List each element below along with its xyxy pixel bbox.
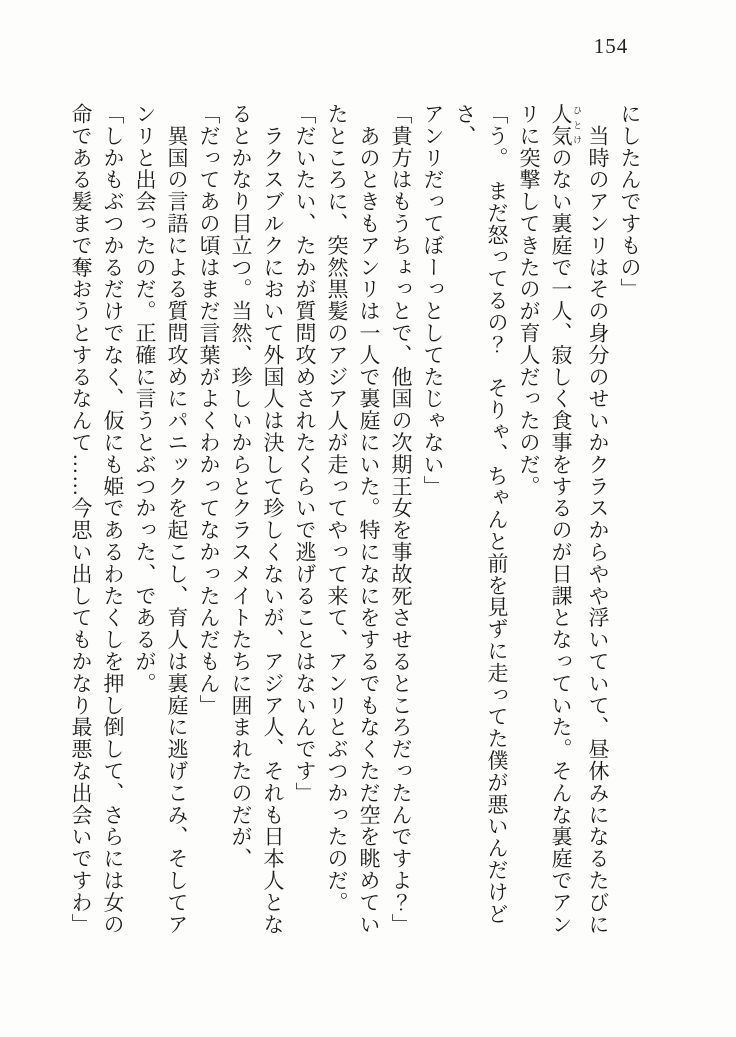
text-line: 当時のアンリはその身分のせいかクラスからやや浮いていて、昼休みになるたびに	[586, 103, 610, 936]
text-line: リに突撃してきたのが育人だったのだ。	[517, 103, 541, 498]
text-line: 「しかもぶつかるだけでなく、仮にも姫であるわたくしを押し倒して、さらには女の	[101, 103, 125, 936]
text-line: 「う。 まだ怒ってるの？ そりゃ、ちゃんと前を見ずに走ってた僕が悪いんだけどさ、	[453, 103, 509, 925]
text-line: ンリと出会ったのだ。正確に言うとぶつかった、であるが。	[133, 103, 157, 695]
text-line: 「だってあの頃はまだ言葉がよくわかってなかったんだもん」	[197, 103, 221, 717]
text-line: アンリだってぼーっとしてたじゃない」	[421, 103, 445, 498]
furigana: ひとけ	[572, 103, 582, 147]
ruby-annotated-word: 人気 ひとけ	[549, 103, 582, 147]
text-line: 「貴方はもうちょっとで、他国の次期王女を事故死させるところだったんですよ？」	[389, 103, 413, 936]
text-line: 人気 ひとけのない裏庭で一人、寂しく食事をするのが日課となっていた。そんな裏庭でアン	[549, 103, 582, 936]
text-line: 異国の言語による質問攻めにパニックを起こし、育人は裏庭に逃げこみ、そしてア	[165, 103, 189, 936]
vertical-text-block	[69, 103, 646, 939]
text-line: るとかなり目立つ。当然、珍しいからとクラスメイトたちに囲まれたのだが、	[229, 103, 253, 870]
text-line: たところに、突然黒髪のアジア人が走ってやって来て、アンリとぶつかったのだ。	[325, 103, 349, 914]
text-line: あのときもアンリは一人で裏庭にいた。特になにをするでもなくただ空を眺めてい	[357, 103, 381, 936]
text-line: 「だいたい、たかが質問攻めされたくらいで逃げることはないんです」	[293, 103, 317, 804]
text-line: にしたんですもの」	[618, 103, 642, 301]
text-line: ラクスブルクにおいて外国人は決して珍しくないが、アジア人、それも日本人とな	[261, 103, 285, 936]
text-line: 命である髪まで奪おうとするなんて……今思い出してもかなり最悪な出会いですわ」	[69, 103, 93, 936]
page-number: 154	[593, 34, 629, 58]
